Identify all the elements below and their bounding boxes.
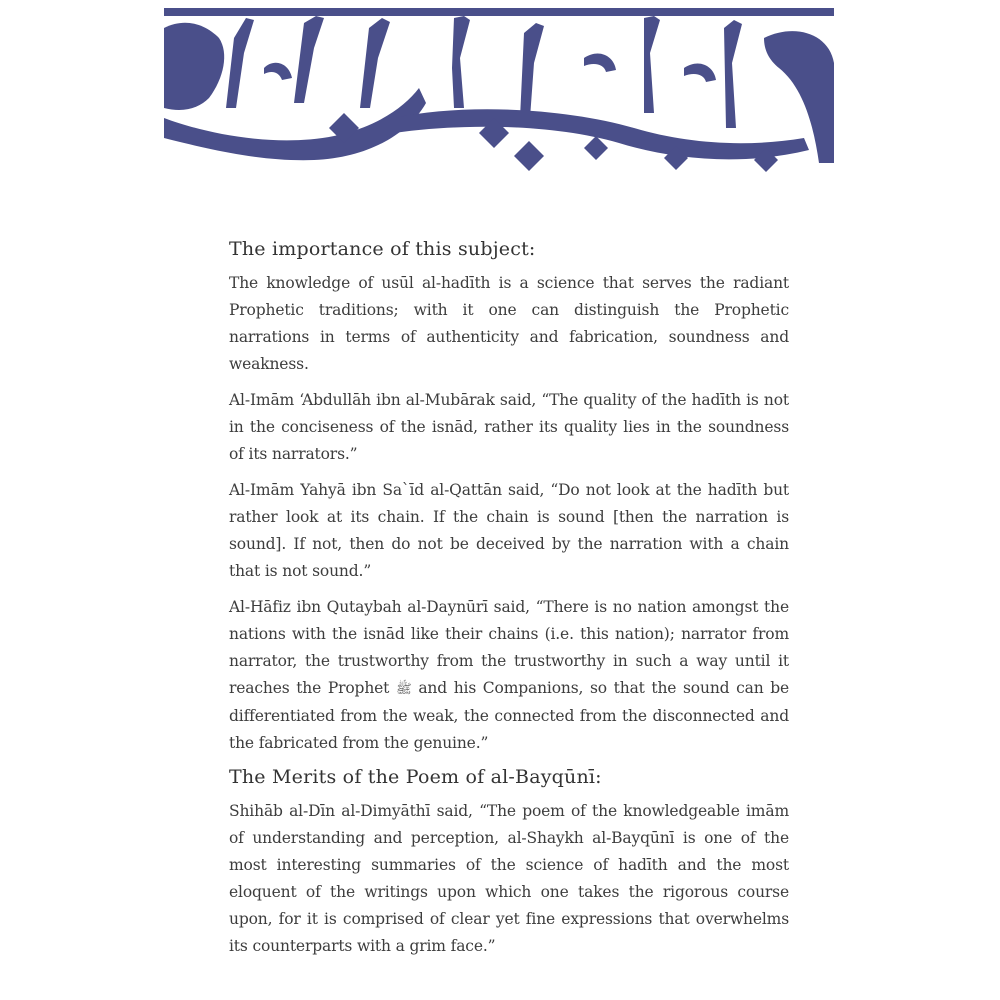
main-content [229,238,789,969]
paragraph-al-qattan: Al-Imām Yahyā ibn Sa`īd al-Qattān said, “Do not look at the hadīth but rather look at its chain. If the chain is sound [then the narration is sound]. If not, then do not be deceived by the narration with a chain that is not sound.” [229,481,789,580]
paragraph-intro: The knowledge of usūl al-hadīth is a science that serves the radiant Prophetic traditions; with it one can distinguish the Prophetic narrations in terms of authenticity and fabrication, soundness and weakness. [229,274,789,373]
paragraph-al-dimyathi: Shihāb al-Dīn al-Dimyāthī said, “The poem of the knowledgeable imām of understanding and perception, al-Shaykh al-Bayqūnī is one of the most interesting summaries of the science of hadīth and the most eloquent of the writings upon which one takes the rigorous course upon, for it is comprised of clear yet fine expressions that overwhelms its counterparts with a grim face.” [229,801,789,955]
salawat-honorific-icon: ﷺ [395,681,412,697]
section-heading-importance: The importance of this subject: [229,238,536,260]
paragraph-ibn-qutaybah-part1: Al-Hāfiz ibn Qutaybah al-Daynūrī said, “There is no nation amongst the nations with the isnād like their chains (i.e. this nation); narrator from narrator, the trustworthy from the trustworthy in such a way until it reaches the Prophet [229,598,789,697]
section-heading-merits: The Merits of the Poem of al-Bayqūnī: [229,765,602,788]
paragraph-ibn-mubarak: Al-Imām ‘Abdullāh ibn al-Mubārak said, “The quality of the hadīth is not in the conciseness of the isnād, rather its quality lies in the soundness of its narrators.” [229,391,789,463]
arabic-calligraphy-banner [164,8,834,178]
calligraphy-artwork [164,8,834,178]
paragraph-ibn-qutaybah [229,594,789,757]
paragraph-ibn-qutaybah-part2: and his Companions, so that the sound can be differentiated from the weak, the connected from the disconnected and the fabricated from the genuine.” [229,679,790,752]
